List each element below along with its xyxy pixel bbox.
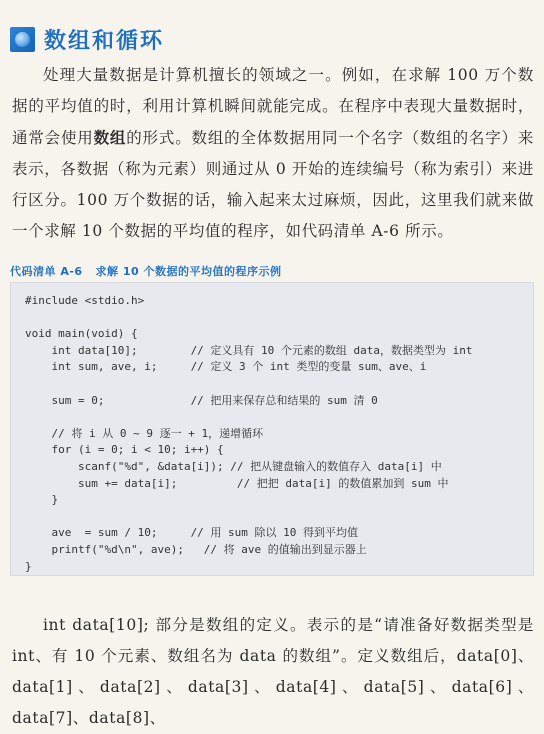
code-line: ave = sum / 10; // 用 sum 除以 10 得到平均值 [25, 526, 359, 540]
code-block [25, 293, 473, 575]
code-line: void main(void) { [25, 327, 138, 341]
intro-text-before: 处理大量数据是计算机擅长的领域之一。例如，在求解 100 万个数据的平均值的时，利用计算机瞬间就能完成。在程序中表现大量数据时，通常会使用 [12, 66, 534, 147]
intro-paragraph [12, 60, 534, 247]
intro-bold-term: 数组 [93, 128, 127, 147]
code-line: sum += data[i]; // 把把 data[i] 的数值累加到 sum 中 [25, 476, 449, 490]
code-line: int data[10]; // 定义具有 10 个元素的数组 data，数据类型为 int [25, 343, 473, 357]
code-line: printf("%d\n", ave); // 将 ave 的值输出到显示器上 [25, 542, 367, 556]
code-listing [10, 282, 534, 576]
code-line: } [25, 559, 32, 573]
explanation-paragraph: int data[10]; 部分是数组的定义。表示的是“请准备好数据类型是 int、有 10 个元素、数组名为 data 的数组”。定义数组后，data[0]、data[1]、data[2]、data[3]、data[4]、data[5]、data[6]、data[7]、data[8]、 [12, 616, 534, 727]
code-line: int sum, ave, i; // 定义 3 个 int 类型的变量 sum、ave、i [25, 360, 427, 374]
code-line: #include <stdio.h> [25, 294, 145, 307]
listing-caption: 代码清单 A-6 求解 10 个数据的平均值的程序示例 [10, 265, 282, 278]
code-line [25, 509, 473, 526]
code-line [25, 376, 473, 393]
section-title: 数组和循环 [44, 28, 165, 54]
code-line [25, 310, 473, 327]
code-line: // 将 i 从 0 ~ 9 逐一 + 1，递增循环 [25, 426, 264, 440]
code-line: } [25, 493, 59, 507]
code-line: scanf("%d", &data[i]); // 把从键盘输入的数值存入 data[i] 中 [25, 459, 442, 473]
section-bullet-icon [10, 27, 35, 52]
section-heading [10, 24, 164, 54]
code-line: sum = 0; // 把用来保存总和结果的 sum 清 0 [25, 393, 378, 407]
code-line: for (i = 0; i < 10; i++) { [25, 443, 224, 457]
code-line [25, 409, 473, 426]
intro-text-after: 的形式。数组的全体数据用同一个名字（数组的名字）来表示，各数据（称为元素）则通过从 0 开始的连续编号（称为索引）来进行区分。100 万个数据的话，输入起来太过麻烦，因此，这里我们就来做一个求解 10 个数据的平均值的程序，如代码清单 A-6 所示。 [12, 129, 534, 240]
